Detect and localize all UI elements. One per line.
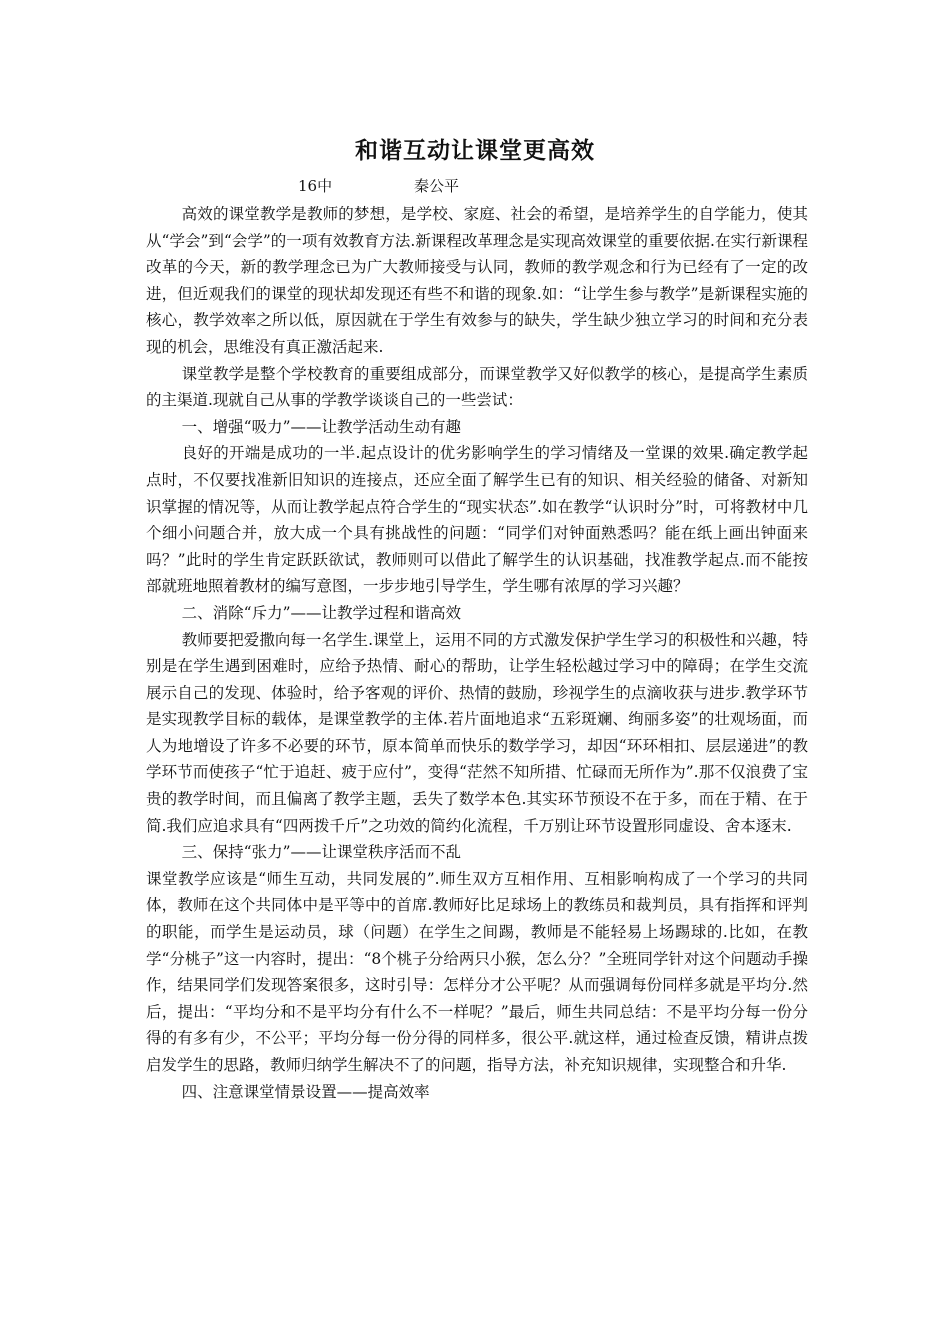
author-name: 秦公平	[414, 177, 460, 195]
body-paragraph: 课堂教学是整个学校教育的重要组成部分，而课堂教学又好似教学的核心，是提高学生素质的主渠道.现就自己从事的学教学谈谈自己的一些尝试：	[146, 364, 808, 410]
section-heading: 四、注意课堂情景设置——提高效率	[181, 1082, 430, 1101]
body-paragraph: 课堂教学应该是“师生互动，共同发展的”.师生双方互相作用、互相影响构成了一个学习的共同体，教师在这个共同体中是平等中的首席.教师好比足球场上的教练员和裁判员，具有指挥和评判的职能，而学生是运动员，球（问题）在学生之间踢，教师是不能轻易上场踢球的.比如，在教学“分桃子”这一内容时，提出：“8个桃子分给两只小猴，怎么分？”全班同学针对这个问题动手操作，结果同学们发现答案很多，这时引导：怎样分才公平呢？从而强调每份同样多就是平均分.然后，提出：“平均分和不是平均分有什么不一样呢？”最后，师生共同总结：不是平均分每一份分得的有多有少，不公平；平均分每一份分得的同样多，很公平.就这样，通过检查反馈，精讲点拨启发学生的思路，教师归纳学生解决不了的问题，指导方法，补充知识规律，实现整合和升华.	[146, 869, 808, 1074]
section-heading: 二、消除“斥力”——让教学过程和谐高效	[181, 603, 461, 622]
body-paragraph: 高效的课堂教学是教师的梦想，是学校、家庭、社会的希望，是培养学生的自学能力，使其从“学会”到“会学”的一项有效教育方法.新课程改革理念是实现高效课堂的重要依据.在实行新课程改革的今天，新的教学理念已为广大教师接受与认同，教师的教学观念和行为已经有了一定的改进，但近观我们的课堂的现状却发现还有些不和谐的现象.如：“让学生参与教学”是新课程实施的核心，教学效率之所以低，原因就在于学生有效参与的缺失，学生缺少独立学习的时间和充分表现的机会，思维没有真正激活起来.	[146, 205, 808, 356]
section-heading: 三、保持“张力”——让课堂秩序活而不乱	[181, 843, 461, 862]
body-paragraph: 教师要把爱撒向每一名学生.课堂上，运用不同的方式激发保护学生学习的积极性和兴趣，特别是在学生遇到困难时，应给予热情、耐心的帮助，让学生轻松越过学习中的障碍；在学生交流展示自己的发现、体验时，给予客观的评价、热情的鼓励，珍视学生的点滴收获与进步.教学环节是实现教学目标的载体，是课堂教学的主体.若片面地追求“五彩斑斓、绚丽多姿”的壮观场面，而人为地增设了许多不必要的环节，原本简单而快乐的数学学习，却因“环环相扣、层层递进”的教学环节而使孩子“忙于追赶、疲于应付”，变得“茫然不知所措、忙碌而无所作为”.那不仅浪费了宝贵的教学时间，而且偏离了教学主题，丢失了数学本色.其实环节预设不在于多，而在于精、在于简.我们应追求具有“四两拨千斤”之功效的简约化流程，千万别让环节设置形同虚设、舍本逐末.	[146, 630, 808, 835]
document-title: 和谐互动让课堂更高效	[355, 138, 595, 164]
article-body	[146, 201, 808, 1105]
body-paragraph: 良好的开端是成功的一半.起点设计的优劣影响学生的学习情绪及一堂课的效果.确定教学起点时，不仅要找准新旧知识的连接点，还应全面了解学生已有的知识、相关经验的储备、对新知识掌握的情况等，从而让教学起点符合学生的“现实状态”.如在教学“认识时分”时，可将教材中几个细小问题合并，放大成一个具有挑战性的问题：“同学们对钟面熟悉吗？能在纸上画出钟面来吗？”此时的学生肯定跃跃欲试，教师则可以借此了解学生的认识基础，找准教学起点.而不能按部就班地照着教材的编写意图，一步步地引导学生，学生哪有浓厚的学习兴趣？	[146, 444, 808, 596]
author-school: 16中	[298, 177, 333, 195]
section-heading: 一、增强“吸力”——让教学活动生动有趣	[181, 417, 461, 436]
